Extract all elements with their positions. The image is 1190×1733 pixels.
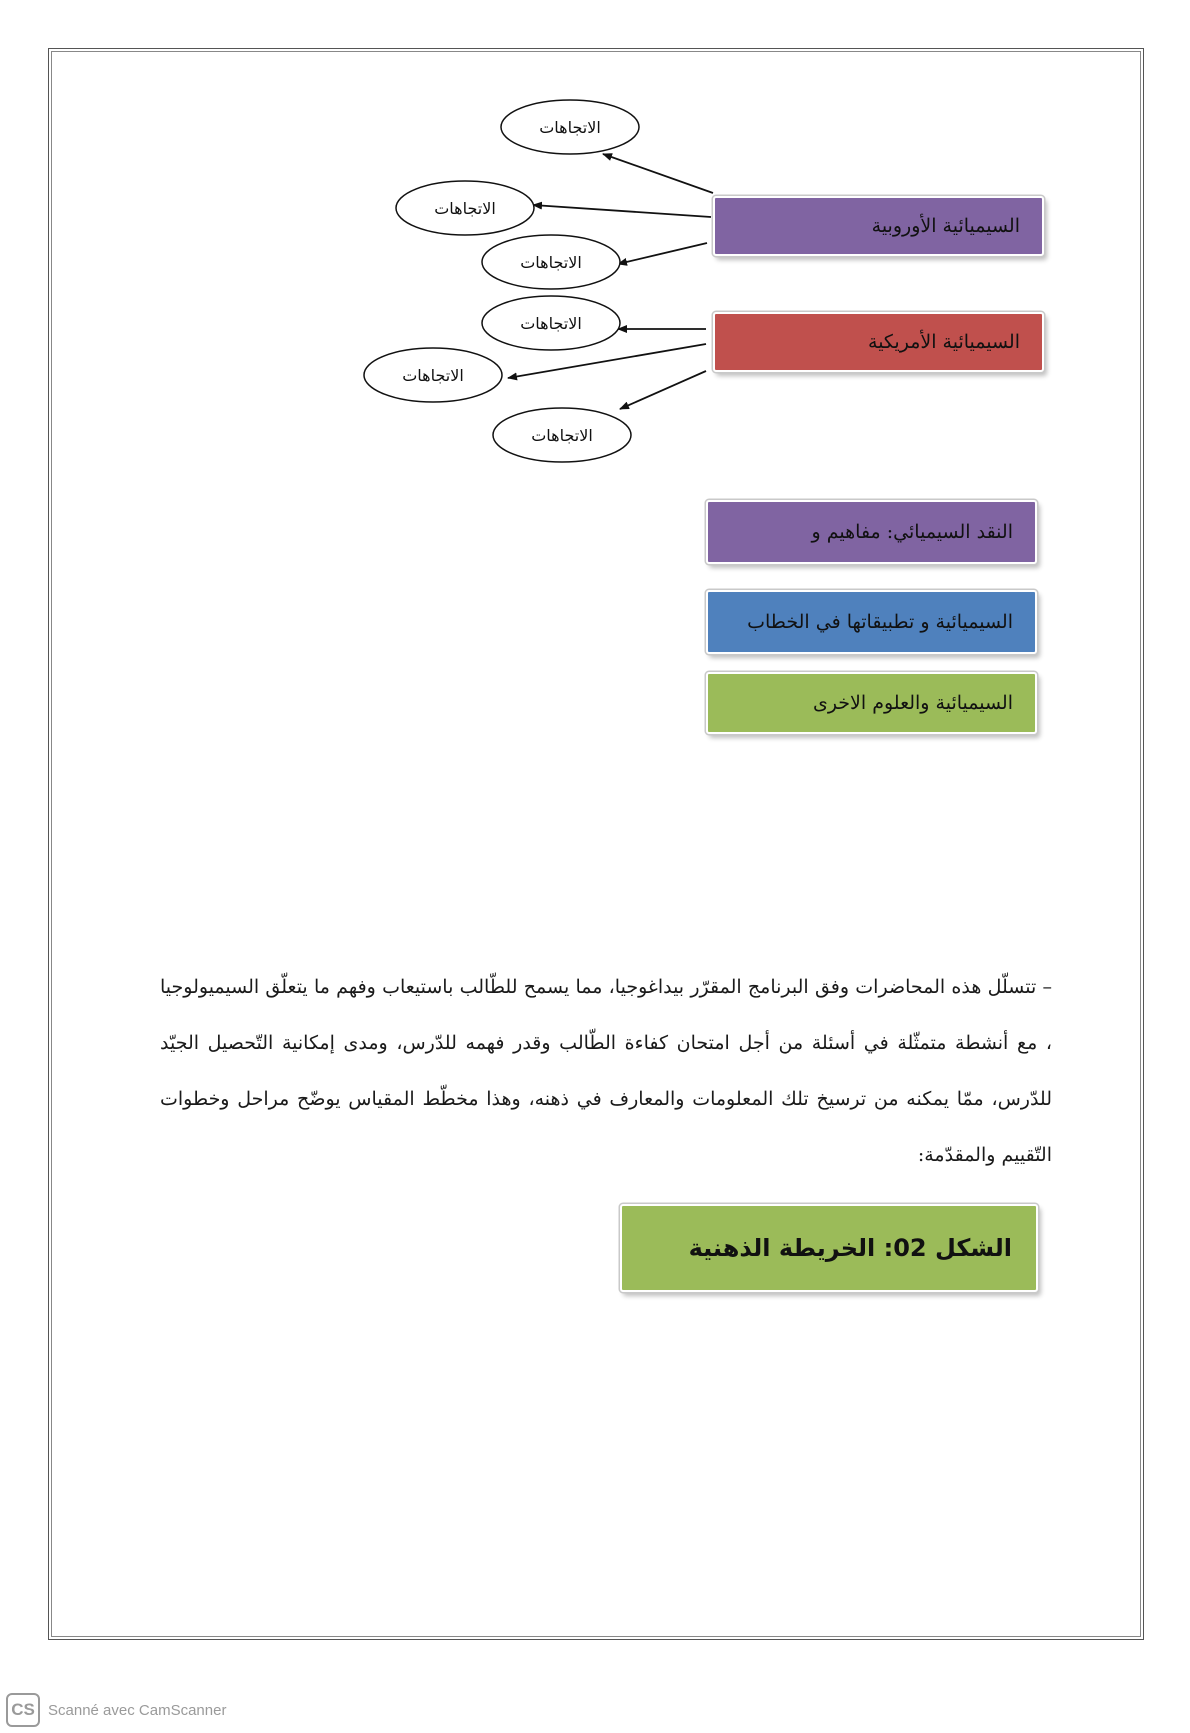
topic-label: السيميائية والعلوم الاخرى (812, 692, 1013, 714)
oval-node-3 (482, 235, 620, 289)
oval-node-6 (493, 408, 631, 462)
topic-box-applications (706, 590, 1037, 654)
oval-label: الاتجاهات (434, 199, 496, 218)
oval-label: الاتجاهات (531, 426, 593, 445)
topic-label: السيميائية و تطبيقاتها في الخطاب (747, 611, 1013, 633)
oval-label: الاتجاهات (539, 118, 601, 137)
arrow-american-3 (620, 371, 706, 409)
arrow-european-2 (533, 205, 711, 217)
european-semiotics-box (713, 196, 1044, 256)
arrow-european-3 (618, 243, 707, 264)
topic-box-other-sciences (706, 672, 1037, 734)
oval-node-1 (501, 100, 639, 154)
scanner-watermark (6, 1693, 226, 1727)
american-semiotics-box (713, 312, 1044, 372)
oval-node-2 (396, 181, 534, 235)
arrow-european-1 (603, 154, 713, 193)
topic-label: النقد السيميائي: مفاهيم و (811, 521, 1013, 543)
oval-node-4 (482, 296, 620, 350)
figure-caption-box (620, 1204, 1038, 1292)
body-paragraph: – تتسلّل هذه المحاضرات وفق البرنامج المقرّر بيداغوجيا، مما يسمح للطّالب باستيعاب وفهم ما يتعلّق السيميولوجيا ، مع أنشطة متمثّلة في أسئلة من أجل امتحان كفاءة الطّالب وقدر فهمه للدّرس، ومدى إمكانية التّحصيل الجيّد للدّرس، ممّا يمكنه من ترسيخ تلك المعلومات والمعارف في ذهنه، وهذا مخطّط المقياس يوضّح مراحل وخطوات التّقييم والمقدّمة: (160, 976, 1052, 1166)
american-semiotics-label: السيميائية الأمريكية (868, 331, 1020, 353)
camscanner-logo-icon: CS (6, 1693, 40, 1727)
topic-box-semiotic-criticism (706, 500, 1037, 564)
european-semiotics-label: السيميائية الأوروبية (871, 215, 1020, 237)
figure-caption: الشكل 02: الخريطة الذهنية (688, 1234, 1012, 1262)
oval-node-5 (364, 348, 502, 402)
scanner-text: Scanné avec CamScanner (48, 1701, 227, 1719)
oval-label: الاتجاهات (520, 314, 582, 333)
oval-label: الاتجاهات (402, 366, 464, 385)
oval-label: الاتجاهات (520, 253, 582, 272)
